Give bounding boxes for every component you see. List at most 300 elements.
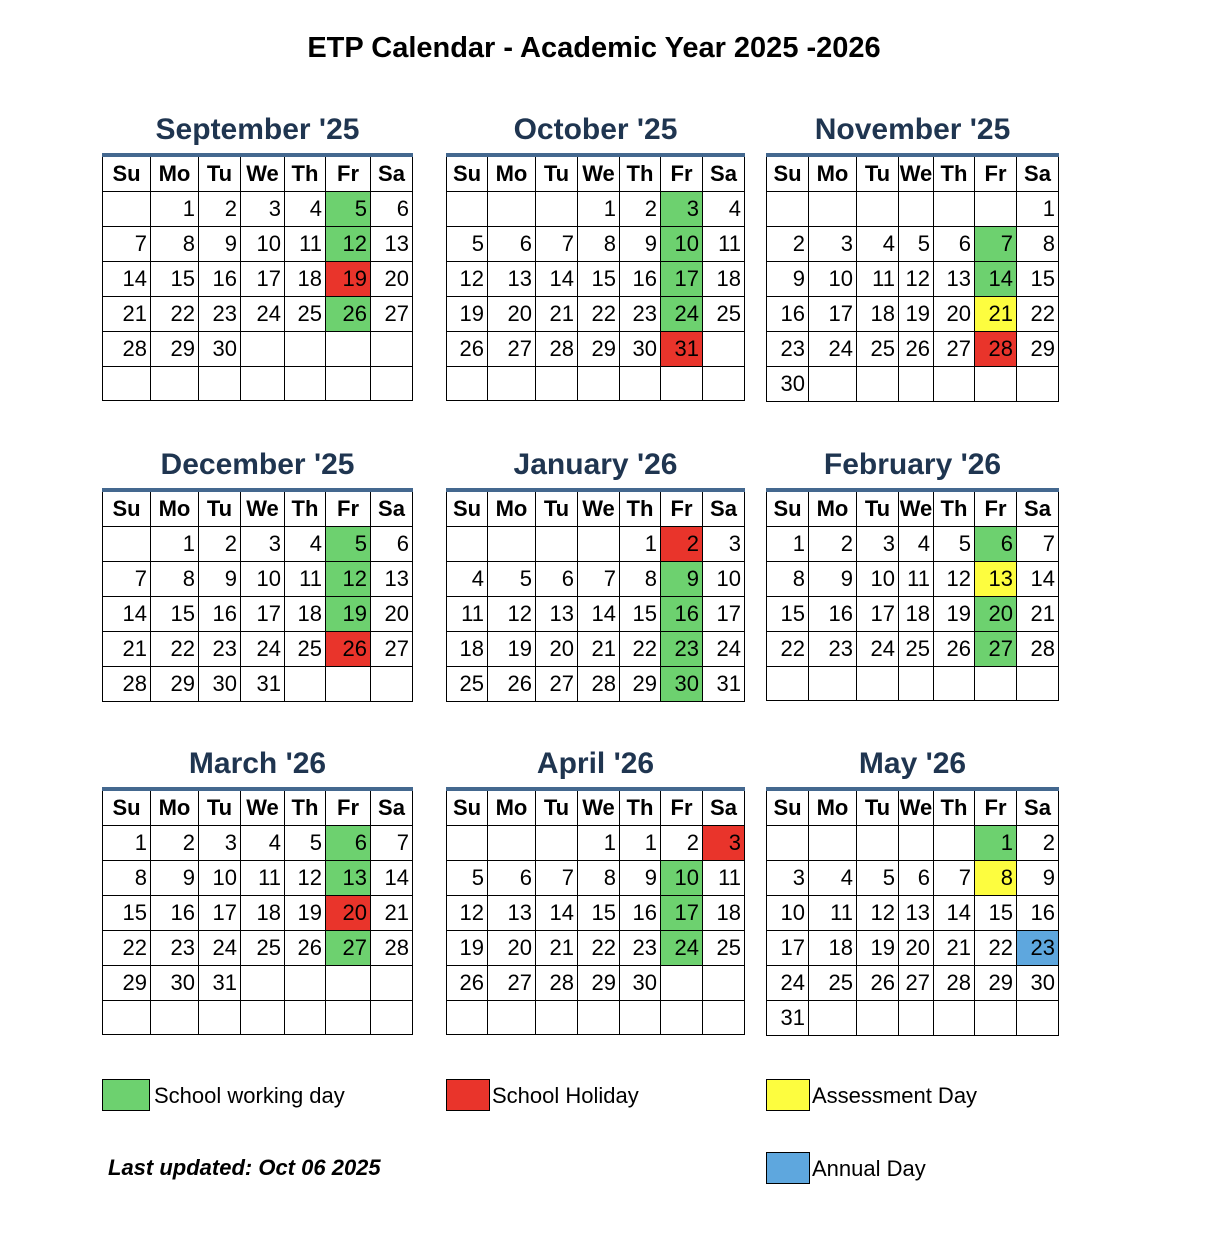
weekday-header: We [241, 789, 285, 826]
legend-label-assessment: Assessment Day [812, 1083, 978, 1108]
day-cell: 6 [975, 527, 1017, 562]
empty-cell [578, 527, 620, 562]
day-cell: 2 [809, 527, 857, 562]
day-cell: 20 [899, 931, 934, 966]
week-row [447, 861, 745, 896]
week-row [447, 297, 745, 332]
weekday-header: Sa [371, 490, 413, 527]
weekday-header: Fr [975, 490, 1017, 527]
day-cell: 7 [578, 562, 620, 597]
week-row [103, 1001, 413, 1035]
week-row [103, 367, 413, 401]
day-cell: 16 [199, 597, 241, 632]
calendar-grid [446, 153, 745, 401]
week-row [767, 896, 1059, 931]
day-cell: 1 [975, 826, 1017, 861]
weekday-header-row [103, 789, 413, 826]
day-cell: 5 [447, 227, 488, 262]
empty-cell [447, 1001, 488, 1035]
day-cell: 19 [447, 297, 488, 332]
weekday-header: Fr [661, 155, 703, 192]
day-cell: 13 [371, 562, 413, 597]
day-cell: 8 [151, 227, 199, 262]
legend-swatch-assessment [766, 1079, 810, 1111]
day-cell: 26 [899, 332, 934, 367]
empty-cell [809, 826, 857, 861]
day-cell: 8 [151, 562, 199, 597]
weekday-header: Su [103, 490, 151, 527]
week-row [767, 227, 1059, 262]
weekday-header: Tu [199, 155, 241, 192]
day-cell: 20 [975, 597, 1017, 632]
empty-cell [809, 367, 857, 402]
day-cell: 28 [536, 966, 578, 1001]
empty-cell [285, 1001, 326, 1035]
weekday-header: Fr [661, 490, 703, 527]
month-title: September '25 [155, 113, 360, 146]
empty-cell [371, 1001, 413, 1035]
day-cell: 21 [536, 297, 578, 332]
week-row [767, 667, 1059, 701]
day-cell: 15 [1017, 262, 1059, 297]
day-cell: 13 [488, 896, 536, 931]
empty-cell [1017, 1001, 1059, 1036]
day-cell: 16 [199, 262, 241, 297]
day-cell: 26 [447, 966, 488, 1001]
day-cell: 13 [488, 262, 536, 297]
day-cell: 9 [1017, 861, 1059, 896]
month-may-2026 [766, 747, 1059, 1036]
day-cell: 14 [975, 262, 1017, 297]
day-cell: 18 [285, 262, 326, 297]
empty-cell [241, 332, 285, 367]
day-cell: 22 [620, 632, 661, 667]
day-cell: 2 [661, 826, 703, 861]
day-cell: 27 [488, 966, 536, 1001]
day-cell: 31 [703, 667, 745, 702]
day-cell: 29 [103, 966, 151, 1001]
day-cell: 24 [809, 332, 857, 367]
day-cell: 3 [241, 192, 285, 227]
day-cell: 28 [103, 332, 151, 367]
month-title: February '26 [823, 448, 1002, 481]
weekday-header: Sa [371, 789, 413, 826]
day-cell: 12 [488, 597, 536, 632]
week-row [447, 527, 745, 562]
empty-cell [536, 367, 578, 401]
week-row [767, 262, 1059, 297]
day-cell: 4 [285, 192, 326, 227]
week-row [103, 597, 413, 632]
day-cell: 7 [103, 227, 151, 262]
day-cell: 22 [151, 297, 199, 332]
day-cell: 13 [899, 896, 934, 931]
weekday-header: We [578, 789, 620, 826]
legend-swatch-holiday [446, 1079, 490, 1111]
weekday-header: Sa [703, 490, 745, 527]
day-cell: 25 [857, 332, 899, 367]
day-cell: 22 [578, 297, 620, 332]
empty-cell [620, 1001, 661, 1035]
empty-cell [809, 1001, 857, 1036]
day-cell: 9 [620, 227, 661, 262]
day-cell: 5 [488, 562, 536, 597]
day-cell: 17 [241, 262, 285, 297]
weekday-header: Tu [857, 490, 899, 527]
day-cell: 24 [241, 632, 285, 667]
weekday-header-row [103, 490, 413, 527]
day-cell: 22 [975, 931, 1017, 966]
week-row [447, 667, 745, 702]
day-cell: 22 [103, 931, 151, 966]
month-april-2026 [446, 747, 745, 1035]
day-cell: 22 [767, 632, 809, 667]
day-cell: 26 [326, 632, 371, 667]
empty-cell [488, 192, 536, 227]
day-cell: 15 [620, 597, 661, 632]
weekday-header: Su [767, 155, 809, 192]
week-row [447, 227, 745, 262]
day-cell: 5 [326, 192, 371, 227]
week-row [767, 966, 1059, 1001]
empty-cell [857, 667, 899, 701]
weekday-header: Fr [326, 490, 371, 527]
week-row [103, 826, 413, 861]
day-cell: 29 [620, 667, 661, 702]
weekday-header: Sa [371, 155, 413, 192]
week-row [767, 332, 1059, 367]
day-cell: 11 [285, 227, 326, 262]
day-cell: 31 [661, 332, 703, 367]
empty-cell [536, 527, 578, 562]
day-cell: 1 [620, 527, 661, 562]
day-cell: 8 [103, 861, 151, 896]
week-row [103, 861, 413, 896]
day-cell: 14 [371, 861, 413, 896]
week-row [767, 367, 1059, 402]
day-cell: 16 [767, 297, 809, 332]
empty-cell [488, 1001, 536, 1035]
day-cell: 23 [1017, 931, 1059, 966]
day-cell: 18 [899, 597, 934, 632]
week-row [103, 192, 413, 227]
week-row [767, 632, 1059, 667]
empty-cell [899, 1001, 934, 1036]
day-cell: 4 [285, 527, 326, 562]
day-cell: 26 [326, 297, 371, 332]
empty-cell [285, 332, 326, 367]
day-cell: 3 [241, 527, 285, 562]
day-cell: 21 [536, 931, 578, 966]
empty-cell [326, 332, 371, 367]
calendar-grid [102, 787, 413, 1035]
day-cell: 6 [899, 861, 934, 896]
empty-cell [371, 966, 413, 1001]
day-cell: 31 [199, 966, 241, 1001]
empty-cell [661, 966, 703, 1001]
day-cell: 19 [857, 931, 899, 966]
empty-cell [809, 667, 857, 701]
day-cell: 9 [661, 562, 703, 597]
empty-cell [767, 826, 809, 861]
day-cell: 2 [1017, 826, 1059, 861]
calendar-grid [766, 787, 1059, 1036]
day-cell: 29 [975, 966, 1017, 1001]
week-row [103, 931, 413, 966]
day-cell: 24 [767, 966, 809, 1001]
day-cell: 1 [767, 527, 809, 562]
day-cell: 4 [809, 861, 857, 896]
weekday-header-row [767, 789, 1059, 826]
week-row [767, 192, 1059, 227]
empty-cell [326, 367, 371, 401]
week-row [447, 632, 745, 667]
day-cell: 15 [975, 896, 1017, 931]
empty-cell [199, 1001, 241, 1035]
day-cell: 23 [199, 297, 241, 332]
day-cell: 14 [934, 896, 975, 931]
weekday-header-row [447, 155, 745, 192]
empty-cell [703, 1001, 745, 1035]
day-cell: 27 [975, 632, 1017, 667]
day-cell: 13 [326, 861, 371, 896]
empty-cell [767, 192, 809, 227]
legend-swatch-working [102, 1079, 150, 1111]
day-cell: 15 [151, 597, 199, 632]
day-cell: 2 [661, 527, 703, 562]
day-cell: 7 [934, 861, 975, 896]
day-cell: 6 [371, 527, 413, 562]
day-cell: 2 [620, 192, 661, 227]
day-cell: 1 [620, 826, 661, 861]
weekday-header: We [899, 789, 934, 826]
day-cell: 14 [103, 262, 151, 297]
day-cell: 17 [703, 597, 745, 632]
weekday-header-row [447, 789, 745, 826]
day-cell: 28 [934, 966, 975, 1001]
day-cell: 8 [578, 227, 620, 262]
last-updated: Last updated: Oct 06 2025 [108, 1155, 381, 1180]
week-row [447, 367, 745, 401]
week-row [767, 826, 1059, 861]
legend-swatch-annual [766, 1152, 810, 1184]
day-cell: 19 [326, 597, 371, 632]
day-cell: 21 [578, 632, 620, 667]
day-cell: 26 [447, 332, 488, 367]
month-title: March '26 [188, 747, 327, 780]
empty-cell [809, 192, 857, 227]
day-cell: 19 [899, 297, 934, 332]
day-cell: 25 [241, 931, 285, 966]
empty-cell [447, 527, 488, 562]
day-cell: 17 [809, 297, 857, 332]
day-cell: 30 [767, 367, 809, 402]
month-title: December '25 [160, 448, 355, 481]
week-row [103, 527, 413, 562]
weekday-header: Sa [1017, 490, 1059, 527]
weekday-header: Th [620, 789, 661, 826]
day-cell: 5 [857, 861, 899, 896]
day-cell: 26 [488, 667, 536, 702]
day-cell: 15 [578, 262, 620, 297]
weekday-header: Tu [857, 155, 899, 192]
empty-cell [857, 826, 899, 861]
week-row [103, 227, 413, 262]
day-cell: 26 [285, 931, 326, 966]
empty-cell [975, 667, 1017, 701]
empty-cell [536, 192, 578, 227]
day-cell: 2 [767, 227, 809, 262]
weekday-header: Th [934, 155, 975, 192]
day-cell: 27 [536, 667, 578, 702]
week-row [447, 562, 745, 597]
day-cell: 1 [1017, 192, 1059, 227]
weekday-header: Fr [326, 155, 371, 192]
empty-cell [661, 367, 703, 401]
day-cell: 8 [578, 861, 620, 896]
day-cell: 27 [326, 931, 371, 966]
empty-cell [857, 192, 899, 227]
empty-cell [578, 367, 620, 401]
empty-cell [620, 367, 661, 401]
day-cell: 11 [285, 562, 326, 597]
day-cell: 9 [620, 861, 661, 896]
day-cell: 19 [447, 931, 488, 966]
day-cell: 13 [975, 562, 1017, 597]
week-row [103, 262, 413, 297]
day-cell: 20 [371, 597, 413, 632]
day-cell: 27 [488, 332, 536, 367]
month-march-2026 [102, 747, 413, 1035]
weekday-header: Su [103, 789, 151, 826]
day-cell: 6 [371, 192, 413, 227]
week-row [767, 527, 1059, 562]
empty-cell [934, 367, 975, 402]
weekday-header: Mo [809, 490, 857, 527]
day-cell: 1 [578, 826, 620, 861]
day-cell: 24 [241, 297, 285, 332]
empty-cell [371, 667, 413, 702]
weekday-header: Sa [703, 789, 745, 826]
empty-cell [934, 192, 975, 227]
day-cell: 14 [536, 896, 578, 931]
day-cell: 21 [103, 297, 151, 332]
empty-cell [371, 332, 413, 367]
month-november-2025 [766, 113, 1059, 402]
day-cell: 27 [934, 332, 975, 367]
weekday-header-row [767, 490, 1059, 527]
empty-cell [371, 367, 413, 401]
day-cell: 26 [857, 966, 899, 1001]
day-cell: 4 [857, 227, 899, 262]
weekday-header: Tu [536, 789, 578, 826]
day-cell: 20 [488, 931, 536, 966]
day-cell: 18 [857, 297, 899, 332]
day-cell: 1 [103, 826, 151, 861]
weekday-header: Th [285, 490, 326, 527]
empty-cell [285, 966, 326, 1001]
day-cell: 3 [703, 826, 745, 861]
day-cell: 28 [536, 332, 578, 367]
weekday-header: We [899, 490, 934, 527]
day-cell: 14 [103, 597, 151, 632]
day-cell: 9 [151, 861, 199, 896]
weekday-header-row [447, 490, 745, 527]
day-cell: 12 [326, 562, 371, 597]
week-row [767, 861, 1059, 896]
week-row [767, 597, 1059, 632]
day-cell: 23 [661, 632, 703, 667]
empty-cell [488, 367, 536, 401]
empty-cell [103, 192, 151, 227]
empty-cell [285, 667, 326, 702]
day-cell: 4 [899, 527, 934, 562]
day-cell: 11 [857, 262, 899, 297]
day-cell: 23 [151, 931, 199, 966]
week-row [103, 562, 413, 597]
weekday-header-row [767, 155, 1059, 192]
day-cell: 25 [809, 966, 857, 1001]
day-cell: 5 [285, 826, 326, 861]
day-cell: 12 [934, 562, 975, 597]
weekday-header: We [241, 490, 285, 527]
calendar-grid [102, 153, 413, 401]
day-cell: 3 [857, 527, 899, 562]
weekday-header: We [241, 155, 285, 192]
empty-cell [241, 966, 285, 1001]
day-cell: 22 [1017, 297, 1059, 332]
day-cell: 23 [809, 632, 857, 667]
day-cell: 28 [1017, 632, 1059, 667]
empty-cell [934, 826, 975, 861]
day-cell: 5 [326, 527, 371, 562]
day-cell: 12 [899, 262, 934, 297]
month-september-2025 [102, 113, 413, 401]
day-cell: 3 [809, 227, 857, 262]
day-cell: 20 [488, 297, 536, 332]
day-cell: 8 [767, 562, 809, 597]
day-cell: 17 [241, 597, 285, 632]
day-cell: 6 [934, 227, 975, 262]
day-cell: 11 [703, 227, 745, 262]
day-cell: 27 [899, 966, 934, 1001]
empty-cell [975, 192, 1017, 227]
day-cell: 20 [371, 262, 413, 297]
day-cell: 24 [199, 931, 241, 966]
day-cell: 25 [703, 931, 745, 966]
weekday-header: Mo [488, 490, 536, 527]
week-row [447, 332, 745, 367]
day-cell: 29 [151, 332, 199, 367]
day-cell: 9 [767, 262, 809, 297]
day-cell: 11 [809, 896, 857, 931]
day-cell: 17 [857, 597, 899, 632]
day-cell: 2 [151, 826, 199, 861]
day-cell: 15 [103, 896, 151, 931]
legend-label-annual: Annual Day [812, 1156, 926, 1181]
week-row [103, 332, 413, 367]
page-title: ETP Calendar - Academic Year 2025 -2026 [307, 32, 881, 64]
weekday-header: Fr [661, 789, 703, 826]
weekday-header: Mo [151, 789, 199, 826]
weekday-header: Tu [199, 789, 241, 826]
day-cell: 7 [103, 562, 151, 597]
empty-cell [536, 826, 578, 861]
weekday-header: Th [620, 490, 661, 527]
day-cell: 17 [661, 896, 703, 931]
empty-cell [857, 1001, 899, 1036]
week-row [767, 297, 1059, 332]
